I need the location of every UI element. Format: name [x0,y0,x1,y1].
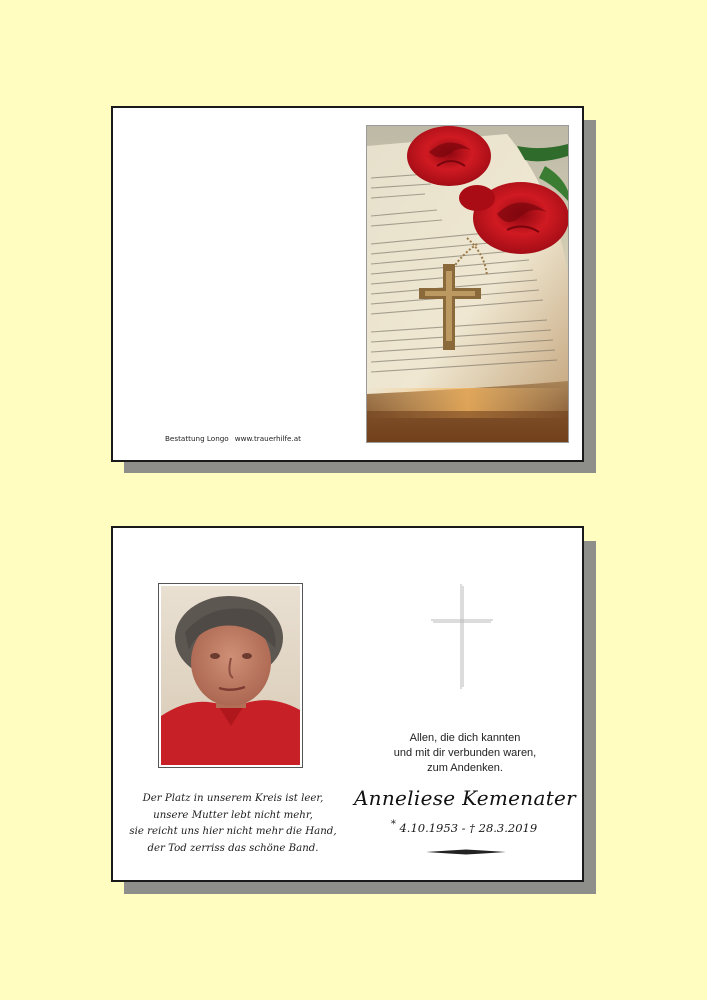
latin-cross-icon [431,584,493,689]
poem-line: sie reicht uns hier nicht mehr die Hand, [129,826,337,837]
funeral-home-name: Bestattung Longo [165,434,229,443]
life-dates [379,819,549,835]
funeral-home-credit [165,434,301,443]
birth-symbol: * [390,819,396,830]
death-date: 28.3.2019 [478,820,538,835]
death-symbol: † [469,820,475,835]
birth-date: 4.10.1953 [399,820,459,835]
memorial-card [111,526,584,882]
bible-rosary-roses-image [366,125,569,443]
deceased-name: Anneliese Kemenater [353,786,577,810]
portrait-photo [158,583,303,768]
dedication-line: Allen, die dich kannten [409,732,521,744]
dedication-line: und mit dir verbunden waren, [393,747,537,759]
memorial-poem [118,791,348,857]
dedication-text [359,731,571,776]
dedication-line: zum Andenken. [427,762,503,774]
front-card [111,106,584,462]
funeral-home-website: www.trauerhilfe.at [234,434,301,443]
divider-ornament-icon [426,849,506,855]
poem-line: der Tod zerriss das schöne Band. [147,842,319,854]
poem-line: Der Platz in unserem Kreis ist leer, [142,793,324,804]
poem-line: unsere Mutter lebt nicht mehr, [153,809,313,821]
date-separator: - [461,820,466,835]
